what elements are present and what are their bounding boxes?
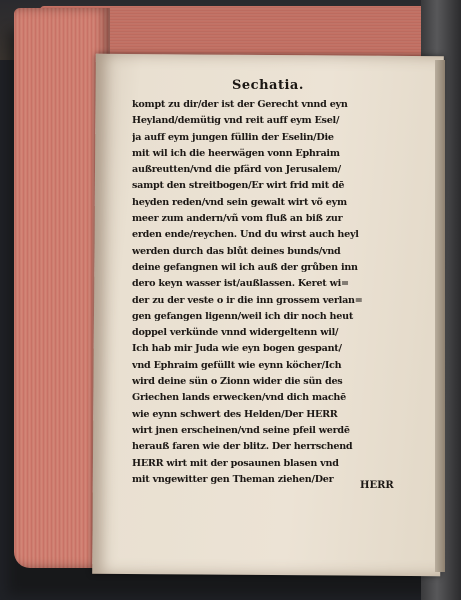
- text-line: Heyland/demütig vnd reit auff eym Esel/: [132, 115, 340, 127]
- text-line: herauß faren wie der blitz. Der herrschend: [132, 441, 353, 453]
- text-line: HERR wirt mit der posaunen blasen vnd: [132, 457, 339, 469]
- text-line: kompt zu dir/der ist der Gerecht vnnd eyn: [132, 99, 348, 110]
- text-line: werden durch das blůt deines bunds/vnd: [132, 245, 341, 257]
- text-line: meer zum andern/vñ vom fluß an biß zur: [132, 213, 343, 225]
- text-line: erden ende/reychen. Und du wirst auch heyl: [132, 229, 359, 241]
- text-line: mit vngewitter gen Theman ziehen/Der: [132, 473, 334, 485]
- text-line: sampt den streitbogen/Er wirt frid mit dē: [132, 180, 345, 192]
- text-block: [132, 97, 416, 488]
- catchword: HERR: [360, 480, 394, 491]
- text-line: gen gefangen ligenn/weil ich dir noch heut: [132, 310, 353, 322]
- text-line: dero keyn wasser ist/außlassen. Keret wi=: [132, 278, 349, 290]
- text-line: wirt jnen erscheinen/vnd seine pfeil werdē: [132, 424, 350, 436]
- text-line: ja auff eym jungen füllin der Eselin/Die: [132, 131, 334, 143]
- text-line: doppel verkünde vnnd widergeltenn wil/: [132, 327, 339, 339]
- text-line: vnd Ephraim gefüllt wie eynn köcher/Ich: [132, 359, 342, 371]
- running-head: Sechatia.: [232, 78, 304, 93]
- text-line: heyden reden/vnd sein gewalt wirt võ eym: [132, 196, 347, 208]
- text-line: Ich hab mir Juda wie eyn bogen gespant/: [132, 343, 342, 355]
- text-line: außreutten/vnd die pfärd von Jerusalem/: [132, 164, 341, 176]
- text-line: der zu der veste o ir die inn grossem verlan=: [132, 294, 363, 306]
- text-line: mit wil ich die heerwägen vonn Ephraim: [132, 147, 340, 159]
- page-gutter: [435, 60, 445, 572]
- text-line: Griechen lands erwecken/vnd dich machē: [132, 392, 347, 404]
- text-line: wird deine sün o Zionn wider die sün des: [132, 376, 343, 388]
- text-line: wie eynn schwert des Helden/Der HERR: [132, 408, 338, 420]
- text-line: deine gefangnen wil ich auß der grůben inn: [132, 261, 358, 273]
